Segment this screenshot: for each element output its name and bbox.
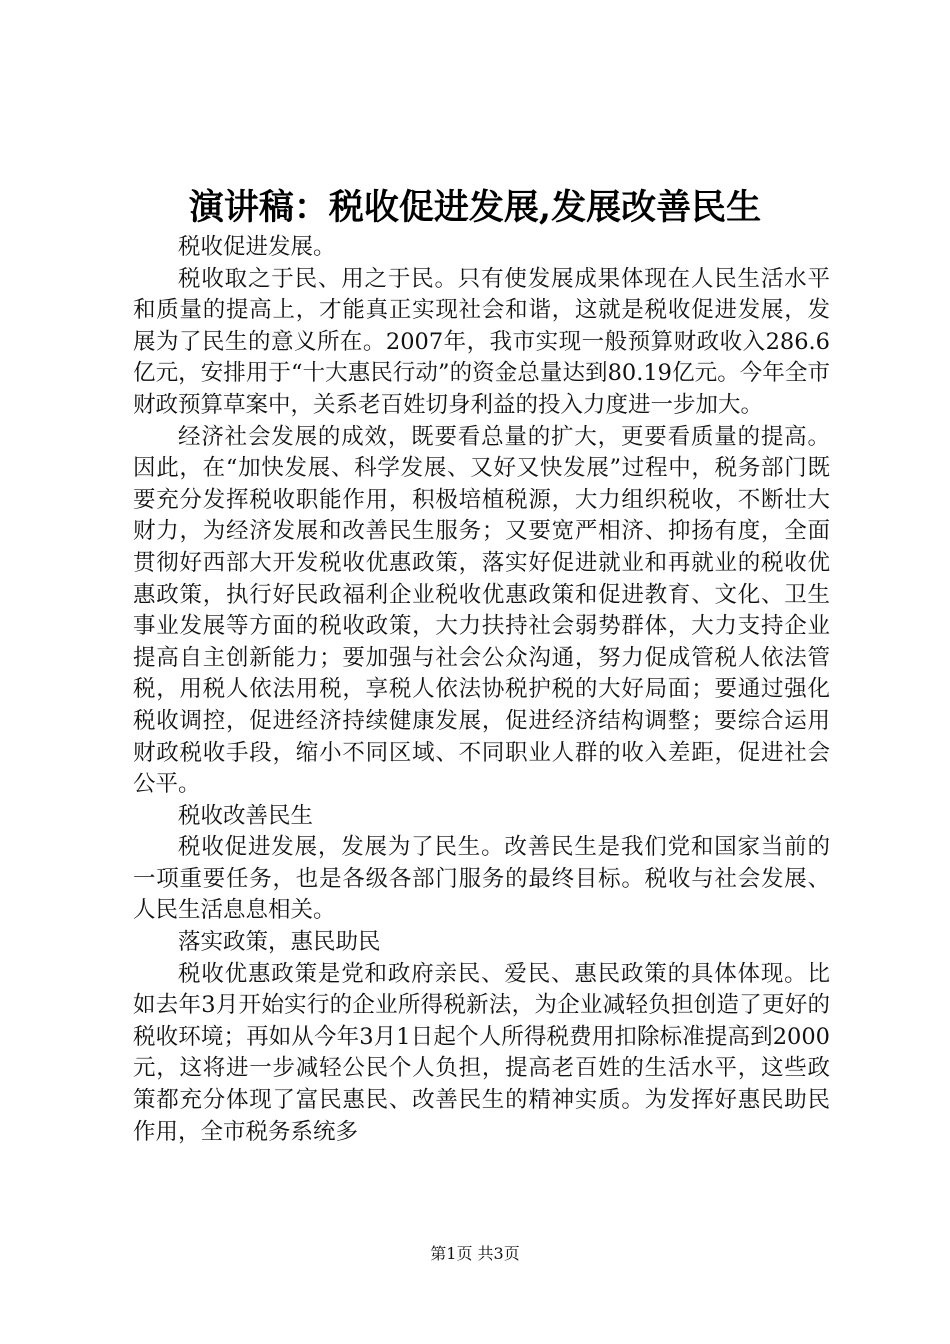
document-title: 演讲稿：税收促进发展,发展改善民生 xyxy=(188,187,762,228)
paragraph-preferential-policy: 税收优惠政策是党和政府亲民、爱民、惠民政策的具体体现。比如去年3月开始实行的企业所得税新法，为企业减轻负担创造了更好的税收环境；再如从今年3月1日起个人所得税费用扣除标准提高到2000元，这将进一步减轻公民个人负担，提高老百姓的生活水平，这些政策都充分体现了富民惠民、改善民生的精神实质。为发挥好惠民助民作用，全市税务系统多 xyxy=(133,960,830,1145)
section-heading-implement-policy: 落实政策，惠民助民 xyxy=(178,929,381,956)
paragraph-development-for-livelihood: 税收促进发展，发展为了民生。改善民生是我们党和国家当前的一项重要任务，也是各级各部门服务的最终目标。税收与社会发展、人民生活息息相关。 xyxy=(133,834,830,924)
page-number-footer: 第1页 共3页 xyxy=(430,1244,520,1263)
section-heading-tax-improves-livelihood: 税收改善民生 xyxy=(178,802,314,829)
section-heading-tax-promotes-development: 税收促进发展。 xyxy=(178,234,336,260)
paragraph-development-effects: 经济社会发展的成效，既要看总量的扩大，更要看质量的提高。因此，在“加快发展、科学发展、又好又快发展”过程中，税务部门既要充分发挥税收职能作用，积极培植税源，大力组织税收，不断壮大财力，为经济发展和改善民生服务；又要宽严相济、抑扬有度，全面贯彻好西部大开发税收优惠政策，落实好促进就业和再就业的税收优惠政策，执行好民政福利企业税收优惠政策和促进教育、文化、卫生事业发展等方面的税收政策，大力扶持社会弱势群体，大力支持企业提高自主创新能力；要加强与社会公众沟通，努力促成管税人依法管税，用税人依法用税，享税人依法协税护税的大好局面；要通过强化税收调控，促进经济持续健康发展，促进经济结构调整；要综合运用财政税收手段，缩小不同区域、不同职业人群的收入差距，促进社会公平。 xyxy=(133,423,830,798)
paragraph-tax-from-people: 税收取之于民、用之于民。只有使发展成果体现在人民生活水平和质量的提高上，才能真正实现社会和谐，这就是税收促进发展，发展为了民生的意义所在。2007年，我市实现一般预算财政收入286.6亿元，安排用于“十大惠民行动”的资金总量达到80.19亿元。今年全市财政预算草案中，关系老百姓切身利益的投入力度进一步加大。 xyxy=(133,265,830,418)
document-body xyxy=(133,232,830,1148)
